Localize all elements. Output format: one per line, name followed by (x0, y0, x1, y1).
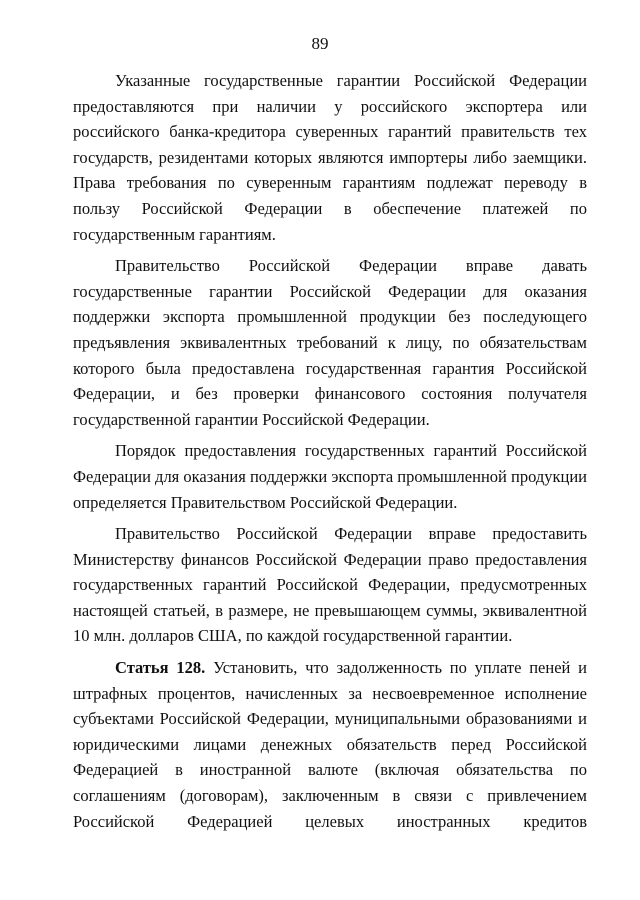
paragraph-ministry-delegation: Правительство Российской Федерации вправе предоставить Министерству финансов Российской Федерации право предоставления государственных гарантий Российской Федерации, предусмотренных настоящей статьей, в размере, не превышающем суммы, эквивалентной 10 млн. долларов США, по каждой государственной гарантии. (73, 524, 587, 646)
paragraph-government-right: Правительство Российской Федерации вправе давать государственные гарантии Российской Федерации для оказания поддержки экспорта промышленной продукции без последующего предъявления эквивалентных требований к лицу, по обязательствам которого была предоставлена государственная гарантия Российской Федерации, и без проверки финансового состояния получателя государственной гарантии Российской Федерации. (73, 256, 587, 429)
document-body (73, 68, 587, 840)
paragraph-procedure: Порядок предоставления государственных гарантий Российской Федерации для оказания поддержки экспорта промышленной продукции определяется Правительством Российской Федерации. (73, 441, 587, 512)
paragraph-guarantees-conditions: Указанные государственные гарантии Российской Федерации предоставляются при наличии у российского экспортера или российского банка-кредитора суверенных гарантий правительств тех государств, резидентами которых являются импортеры либо заемщики. Права требования по суверенным гарантиям подлежат переводу в пользу Российской Федерации в обеспечение платежей по государственным гарантиям. (73, 71, 587, 244)
article-text: Установить, что задолженность по уплате пеней и штрафных процентов, начисленных за несвоевременное исполнение субъектами Российской Федерации, муниципальными образованиями и юридическими лицами денежных обязательств перед Российской Федерацией в иностранной валюте (включая обязательства по соглашениям (договорам), заключенным в связи с привлечением Российской Федерацией целевых иностранных кредитов (73, 658, 588, 831)
article-128-paragraph (73, 655, 587, 834)
article-label: Статья 128. (115, 658, 206, 678)
page-number: 89 (311, 34, 329, 53)
